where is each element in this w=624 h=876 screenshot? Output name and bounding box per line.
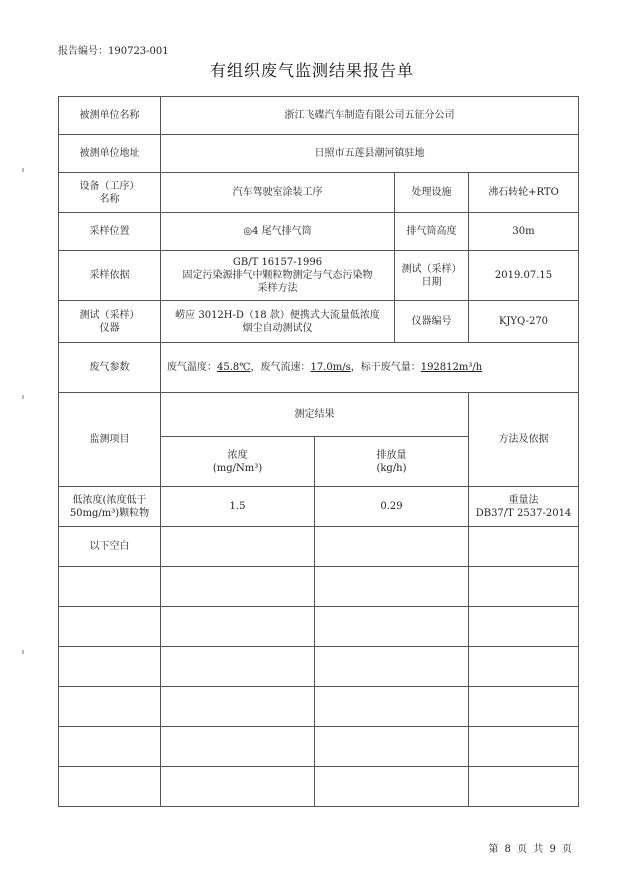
sampling-basis-label: 采样依据 <box>59 251 161 301</box>
concentration-label: 浓度 <box>227 449 248 461</box>
item-particulate-line1: 低浓度(浓度低于 <box>72 494 147 506</box>
monitoring-item-header: 监测项目 <box>59 393 161 487</box>
table-row <box>59 767 579 807</box>
unit-address-value: 日照市五莲县潮河镇驻地 <box>161 135 579 173</box>
report-number: 报告编号：190723-001 <box>58 46 169 57</box>
concentration-header <box>161 437 315 487</box>
row-unit-name <box>59 97 579 135</box>
gas-flow-prefix: ，标干废气量： <box>350 362 421 373</box>
row-particulate-result <box>59 487 579 527</box>
gas-flow-value: 192812m³/h <box>420 362 483 373</box>
sampling-position-label: 采样位置 <box>59 213 161 251</box>
emission-value: 0.29 <box>315 487 469 527</box>
facility-label: 处理设施 <box>395 173 469 213</box>
row-unit-address <box>59 135 579 173</box>
row-gas-params <box>59 343 579 393</box>
equipment-label <box>59 173 161 213</box>
row-results-header-1 <box>59 393 579 437</box>
concentration-value: 1.5 <box>161 487 315 527</box>
instrument-type: 烟尘自动测试仪 <box>242 322 313 334</box>
emission-unit: (kg/h) <box>376 462 407 474</box>
emission-label: 排放量 <box>376 449 407 461</box>
concentration-unit: (mg/Nm³) <box>212 462 263 474</box>
row-blank-note <box>59 527 579 567</box>
test-date-label-line1: 测试（采样） <box>401 263 462 275</box>
method-header: 方法及依据 <box>469 393 579 487</box>
table-row <box>59 647 579 687</box>
instrument-no-value: KJYQ-270 <box>469 301 579 343</box>
sampling-basis-title: 固定污染源排气中颗粒物测定与气态污染物 <box>182 270 373 281</box>
test-date-value: 2019.07.15 <box>469 251 579 301</box>
equipment-label-line1: 设备（工序） <box>79 180 140 192</box>
report-table <box>58 96 579 807</box>
equipment-value: 汽车驾驶室涂装工序 <box>161 173 395 213</box>
gas-params-label: 废气参数 <box>59 343 161 393</box>
instrument-label <box>59 301 161 343</box>
instrument-label-line1: 测试（采样） <box>79 309 140 321</box>
emission-header <box>315 437 469 487</box>
gas-temp-prefix: 废气温度： <box>167 362 217 373</box>
table-row <box>59 687 579 727</box>
row-instrument <box>59 301 579 343</box>
gas-velocity-value: 17.0m/s <box>310 362 351 373</box>
scan-mark <box>22 168 24 172</box>
item-particulate <box>59 487 161 527</box>
stack-height-label: 排气筒高度 <box>395 213 469 251</box>
sampling-position-value: ◎4 尾气排气筒 <box>161 213 395 251</box>
table-row <box>59 727 579 767</box>
scan-mark <box>22 395 24 399</box>
gas-params-value <box>161 343 579 393</box>
gas-temp-value: 45.8℃ <box>217 362 251 373</box>
equipment-label-line2: 名称 <box>99 193 120 205</box>
facility-value: 沸石转轮+RTO <box>469 173 579 213</box>
stack-height-value: 30m <box>469 213 579 251</box>
page-number: 第 8 页 共 9 页 <box>488 844 572 855</box>
table-row <box>59 567 579 607</box>
row-equipment <box>59 173 579 213</box>
page-title: 有组织废气监测结果报告单 <box>209 61 414 80</box>
sampling-basis-standard: GB/T 16157-1996 <box>232 257 323 268</box>
sampling-basis-value <box>161 251 395 301</box>
method-standard: DB37/T 2537-2014 <box>475 507 572 519</box>
blank-note: 以下空白 <box>59 527 161 567</box>
row-sampling-basis <box>59 251 579 301</box>
row-sampling-position <box>59 213 579 251</box>
unit-name-label: 被测单位名称 <box>59 97 161 135</box>
scan-mark <box>22 650 24 654</box>
instrument-no-label: 仪器编号 <box>395 301 469 343</box>
unit-name-value: 浙江飞碟汽车制造有限公司五征分公司 <box>161 97 579 135</box>
table-row <box>59 607 579 647</box>
gas-velocity-prefix: ，废气流速： <box>250 362 311 373</box>
instrument-model: 崂应 3012H-D（18 款）便携式大流量低浓度 <box>175 309 380 321</box>
unit-address-label: 被测单位地址 <box>59 135 161 173</box>
test-date-label <box>395 251 469 301</box>
results-group-header: 测定结果 <box>161 393 469 437</box>
instrument-label-line2: 仪器 <box>99 322 120 334</box>
method-value <box>469 487 579 527</box>
method-name: 重量法 <box>508 494 539 506</box>
test-date-label-line2: 日期 <box>421 276 442 288</box>
instrument-value <box>161 301 395 343</box>
sampling-basis-title-cont: 采样方法 <box>257 283 298 294</box>
item-particulate-line2: 50mg/m³)颗粒物 <box>69 507 150 519</box>
